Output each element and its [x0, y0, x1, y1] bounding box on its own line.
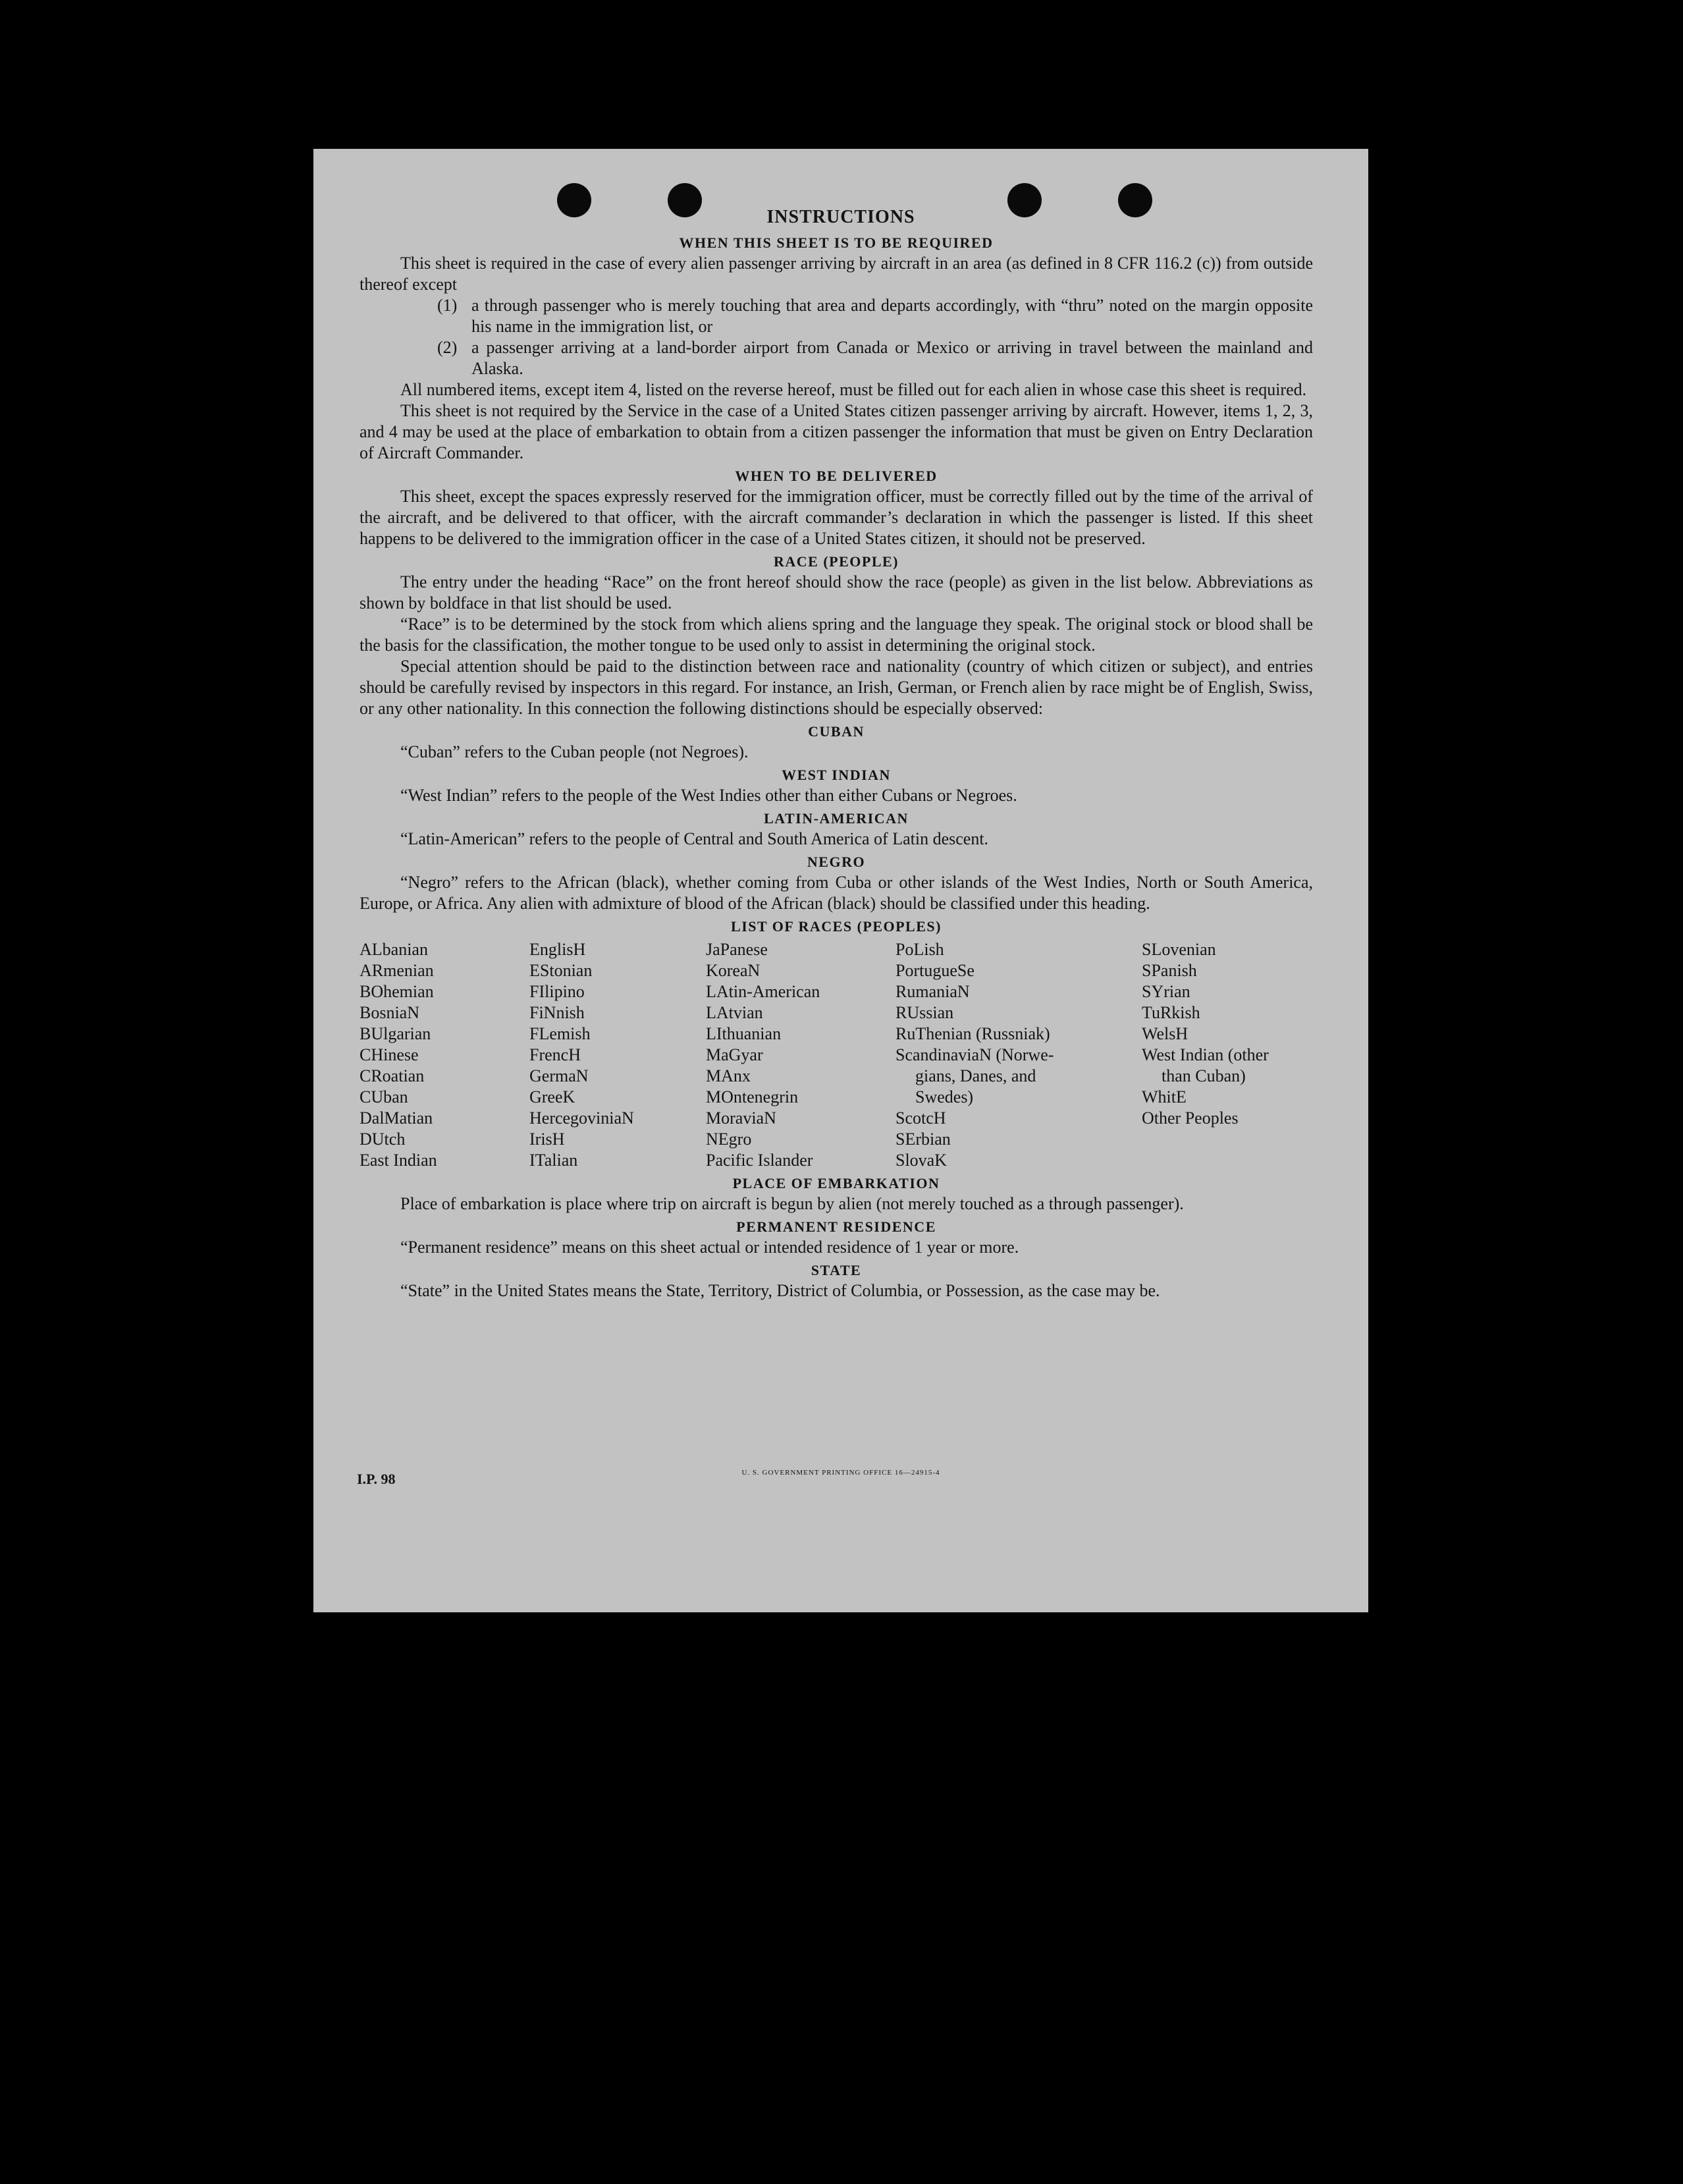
race-entry: EnglisH [529, 940, 586, 959]
section-heading: RACE (PEOPLE) [774, 553, 899, 570]
paragraph: All numbered items, except item 4, listed on the reverse hereof, must be filled out for each alien in whose case this sheet is required. [400, 380, 1307, 399]
section-heading: WEST INDIAN [782, 767, 891, 783]
race-entry: ScotcH [895, 1108, 946, 1128]
race-entry: FLemish [529, 1024, 591, 1043]
race-entry: SPanish [1142, 961, 1197, 980]
instruction-sheet [313, 149, 1368, 1612]
paragraph: Special attention should be paid to the distinction between race and nationality (country of which citizen or subject), and entries should be carefully revised by inspectors in this regard. For instance, an Irish, German, or French alien by race might be of English, Swiss, or any other nationality. In this connection the following distinctions should be especially observed: [360, 657, 1313, 718]
race-entry: MAnx [706, 1066, 751, 1085]
page-title: INSTRUCTIONS [766, 207, 915, 227]
race-entry: SYrian [1142, 982, 1190, 1001]
race-entry: SLovenian [1142, 940, 1216, 959]
instructions-body [360, 231, 1313, 1301]
section-heading: PLACE OF EMBARKATION [732, 1175, 940, 1191]
race-entry: GermaN [529, 1066, 589, 1085]
printer-imprint: U. S. GOVERNMENT PRINTING OFFICE 16—24915-4 [741, 1469, 940, 1477]
item-text: a passenger arriving at a land-border airport from Canada or Mexico or arriving in travel between the mainland and Alaska. [471, 338, 1313, 378]
races-column [360, 939, 529, 1171]
paragraph: “Race” is to be determined by the stock from which aliens spring and the language they speak. The original stock or blood shall be the basis for the classification, the mother tongue to be used only to assist in determining the original stock. [360, 614, 1313, 655]
races-column [706, 939, 895, 1171]
race-entry: East Indian [360, 1151, 437, 1170]
race-entry: PortugueSe [895, 961, 975, 980]
paragraph: Place of embarkation is place where trip on aircraft is begun by alien (not merely touched as a through passenger). [400, 1194, 1184, 1213]
paragraph: “Latin-American” refers to the people of Central and South America of Latin descent. [400, 829, 989, 848]
race-entry: LAtvian [706, 1003, 763, 1022]
race-entry: DalMatian [360, 1108, 433, 1128]
race-entry: Pacific Islander [706, 1151, 813, 1170]
race-entry: SlovaK [895, 1151, 947, 1170]
race-entry: CHinese [360, 1045, 419, 1064]
race-entry: FrencH [529, 1045, 581, 1064]
race-entry: WhitE [1142, 1087, 1187, 1106]
races-column [1142, 939, 1313, 1171]
paragraph: “Permanent residence” means on this sheet actual or intended residence of 1 year or more. [400, 1238, 1019, 1257]
race-entry: LAtin-American [706, 982, 820, 1001]
item-text: a through passenger who is merely touching that area and departs accordingly, with “thru” noted on the margin opposite his name in the immigration list, or [471, 296, 1313, 336]
race-entry: MOntenegrin [706, 1087, 799, 1106]
races-list [360, 939, 1313, 1171]
race-entry: PoLish [895, 940, 944, 959]
item-number: (2) [437, 338, 458, 357]
list-item [360, 337, 1313, 379]
race-entry: RumaniaN [895, 982, 970, 1001]
section-heading: CUBAN [808, 723, 865, 740]
paragraph: The entry under the heading “Race” on the front hereof should show the race (people) as given in the list below. Abbreviations as shown by boldface in that list should be used. [360, 572, 1313, 613]
paragraph: “Negro” refers to the African (black), whether coming from Cuba or other islands of the West Indies, North or South America, Europe, or Africa. Any alien with admixture of blood of the African (black) should be classified under this heading. [360, 873, 1313, 913]
item-number: (1) [437, 296, 458, 315]
race-entry: gians, Danes, and [915, 1066, 1036, 1085]
race-entry: KoreaN [706, 961, 761, 980]
race-entry: FiNnish [529, 1003, 585, 1022]
section-heading: WHEN TO BE DELIVERED [735, 468, 938, 484]
list-item [360, 295, 1313, 337]
race-entry: TuRkish [1142, 1003, 1200, 1022]
race-entry: Swedes) [915, 1087, 974, 1106]
races-column [529, 939, 706, 1171]
race-entry: ARmenian [360, 961, 434, 980]
race-entry: MoraviaN [706, 1108, 776, 1128]
section-heading: LATIN-AMERICAN [764, 810, 909, 827]
race-entry: HercegoviniaN [529, 1108, 634, 1128]
section-heading: STATE [811, 1262, 862, 1278]
race-entry: IrisH [529, 1130, 565, 1149]
race-entry: DUtch [360, 1130, 406, 1149]
race-entry: Other Peoples [1142, 1108, 1239, 1128]
race-entry: JaPanese [706, 940, 768, 959]
race-entry: MaGyar [706, 1045, 763, 1064]
section-heading: PERMANENT RESIDENCE [736, 1218, 936, 1235]
section-heading: WHEN THIS SHEET IS TO BE REQUIRED [679, 234, 994, 251]
race-entry: LIthuanian [706, 1024, 782, 1043]
race-entry: BosniaN [360, 1003, 419, 1022]
race-entry: FIlipino [529, 982, 585, 1001]
section-heading: LIST OF RACES (PEOPLES) [731, 918, 942, 935]
race-entry: RUssian [895, 1003, 954, 1022]
race-entry: RuThenian (Russniak) [895, 1024, 1050, 1043]
paragraph: “Cuban” refers to the Cuban people (not Negroes). [400, 742, 749, 761]
form-code: I.P. 98 [357, 1471, 396, 1487]
paragraph: This sheet is not required by the Service in the case of a United States citizen passenger arriving by aircraft. However, items 1, 2, 3, and 4 may be used at the place of embarkation to obtain from a citizen passenger the information that must be given on Entry Declaration of Aircraft Commander. [360, 401, 1313, 462]
race-entry: West Indian (other [1142, 1045, 1269, 1064]
race-entry: ScandinaviaN (Norwe- [895, 1045, 1054, 1064]
race-entry: NEgro [706, 1130, 752, 1149]
paragraph: “West Indian” refers to the people of the West Indies other than either Cubans or Negroes. [400, 786, 1017, 805]
race-entry: ALbanian [360, 940, 428, 959]
race-entry: SErbian [895, 1130, 951, 1149]
section-heading: NEGRO [807, 854, 866, 870]
paragraph: “State” in the United States means the State, Territory, District of Columbia, or Possession, as the case may be. [400, 1281, 1160, 1300]
race-entry: BUlgarian [360, 1024, 431, 1043]
race-entry: ITalian [529, 1151, 578, 1170]
race-entry: BOhemian [360, 982, 434, 1001]
paragraph: This sheet, except the spaces expressly reserved for the immigration officer, must be correctly filled out by the time of the arrival of the aircraft, and be delivered to that officer, with the aircraft commander’s declaration in which the passenger is listed. If this sheet happens to be delivered to the immigration officer in the case of a United States citizen, it should not be preserved. [360, 487, 1313, 548]
race-entry: EStonian [529, 961, 593, 980]
race-entry: CUban [360, 1087, 408, 1106]
races-column [895, 939, 1142, 1171]
race-entry: than Cuban) [1162, 1066, 1246, 1085]
race-entry: WelsH [1142, 1024, 1189, 1043]
race-entry: GreeK [529, 1087, 575, 1106]
race-entry: CRoatian [360, 1066, 425, 1085]
paragraph: This sheet is required in the case of every alien passenger arriving by aircraft in an area (as defined in 8 CFR 116.2 (c)) from outside thereof except [360, 254, 1313, 294]
